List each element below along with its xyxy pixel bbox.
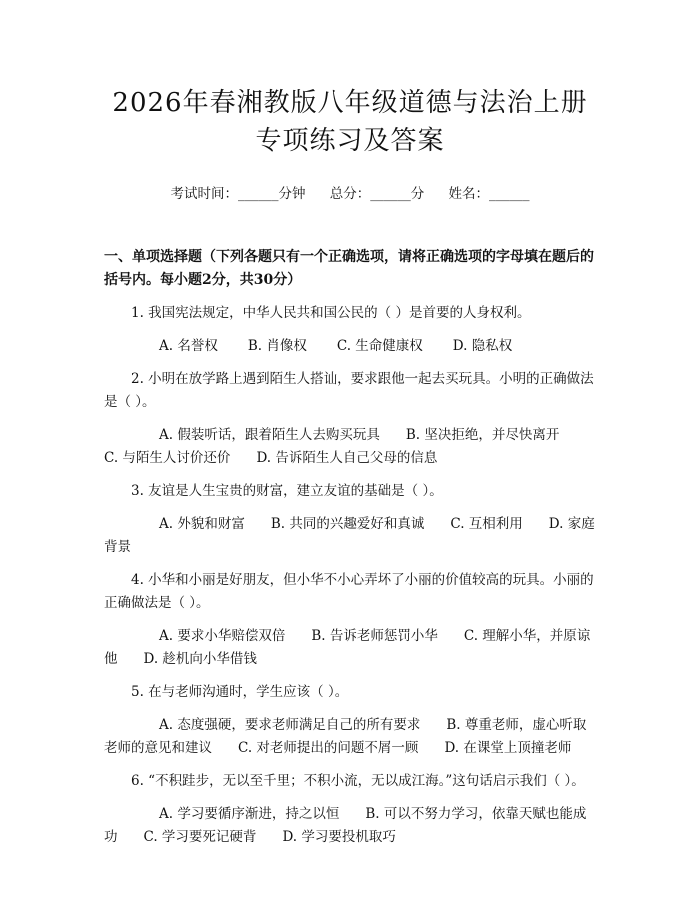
question-text: 2. 小明在放学路上遇到陌生人搭讪，要求跟他一起去买玩具。小明的正确做法是（ ）。 [104, 371, 594, 410]
option-b: B. 共同的兴趣爱好和真诚 [270, 516, 425, 532]
option-d: D. 告诉陌生人自己父母的信息 [256, 450, 438, 466]
section-heading-single-choice: 一、单项选择题（下列各题只有一个正确选项，请将正确选项的字母填在题后的括号内。每小题2分，共30分） [104, 249, 594, 288]
question-options [104, 424, 596, 470]
question-1 [104, 302, 596, 358]
option-a: A. 外貌和财富 [159, 516, 245, 532]
total-score-field: 总分：______分 [329, 186, 425, 202]
option-b: B. 坚决拒绝，并尽快离开 [405, 427, 560, 443]
question-text: 5. 在与老师沟通时，学生应该（ ）。 [131, 684, 349, 700]
option-b: B. 尊重老师，虚心听取老师的意见和建议 [104, 717, 587, 756]
option-b: B. 可以不努力学习，依靠天赋也能成功 [104, 806, 587, 845]
option-d: D. 学习要投机取巧 [282, 829, 396, 845]
option-c: C. 与陌生人讨价还价 [104, 450, 231, 466]
option-d: D. 在课堂上顶撞老师 [444, 740, 572, 756]
option-a: A. 学习要循序渐进，持之以恒 [159, 806, 340, 822]
question-3 [104, 480, 596, 559]
question-options [104, 513, 596, 559]
question-options [104, 803, 596, 849]
question-options [104, 335, 596, 358]
option-a: A. 假装听话，跟着陌生人去购买玩具 [159, 427, 380, 443]
question-text: 6. “不积跬步，无以至千里；不积小流，无以成江海。”这句话启示我们（ ）。 [131, 773, 585, 789]
student-name-field: 姓名：______ [448, 186, 530, 202]
option-d: D. 家庭背景 [104, 516, 595, 555]
option-c: C. 对老师提出的问题不屑一顾 [238, 740, 419, 756]
option-a: A. 名誉权 [159, 338, 218, 354]
question-text: 3. 友谊是人生宝贵的财富，建立友谊的基础是（ ）。 [131, 483, 443, 499]
exam-time-field: 考试时间：______分钟 [170, 186, 306, 202]
question-text: 1. 我国宪法规定，中华人民共和国公民的（ ）是首要的人身权利。 [131, 305, 531, 321]
question-text: 4. 小华和小丽是好朋友，但小华不小心弄坏了小丽的价值较高的玩具。小丽的正确做法是（ ）。 [104, 572, 594, 611]
option-a: A. 态度强硬，要求老师满足自己的所有要求 [159, 717, 421, 733]
option-c: C. 生命健康权 [336, 338, 423, 354]
question-options [104, 625, 596, 671]
option-a: A. 要求小华赔偿双倍 [159, 628, 286, 644]
question-options [104, 714, 596, 760]
exam-meta [104, 184, 596, 204]
option-c: C. 学习要死记硬背 [143, 829, 257, 845]
option-d: D. 趁机向小华借钱 [143, 651, 257, 667]
option-d: D. 隐私权 [452, 338, 513, 354]
option-b: B. 肖像权 [247, 338, 307, 354]
option-c: C. 理解小华，并原谅他 [104, 628, 591, 667]
option-c: C. 互相利用 [450, 516, 523, 532]
document-title: 2026年春湘教版八年级道德与法治上册专项练习及答案 [112, 88, 588, 156]
question-5 [104, 681, 596, 760]
question-2 [104, 368, 596, 470]
option-b: B. 告诉老师惩罚小华 [311, 628, 438, 644]
question-6 [104, 770, 596, 849]
question-4 [104, 569, 596, 671]
